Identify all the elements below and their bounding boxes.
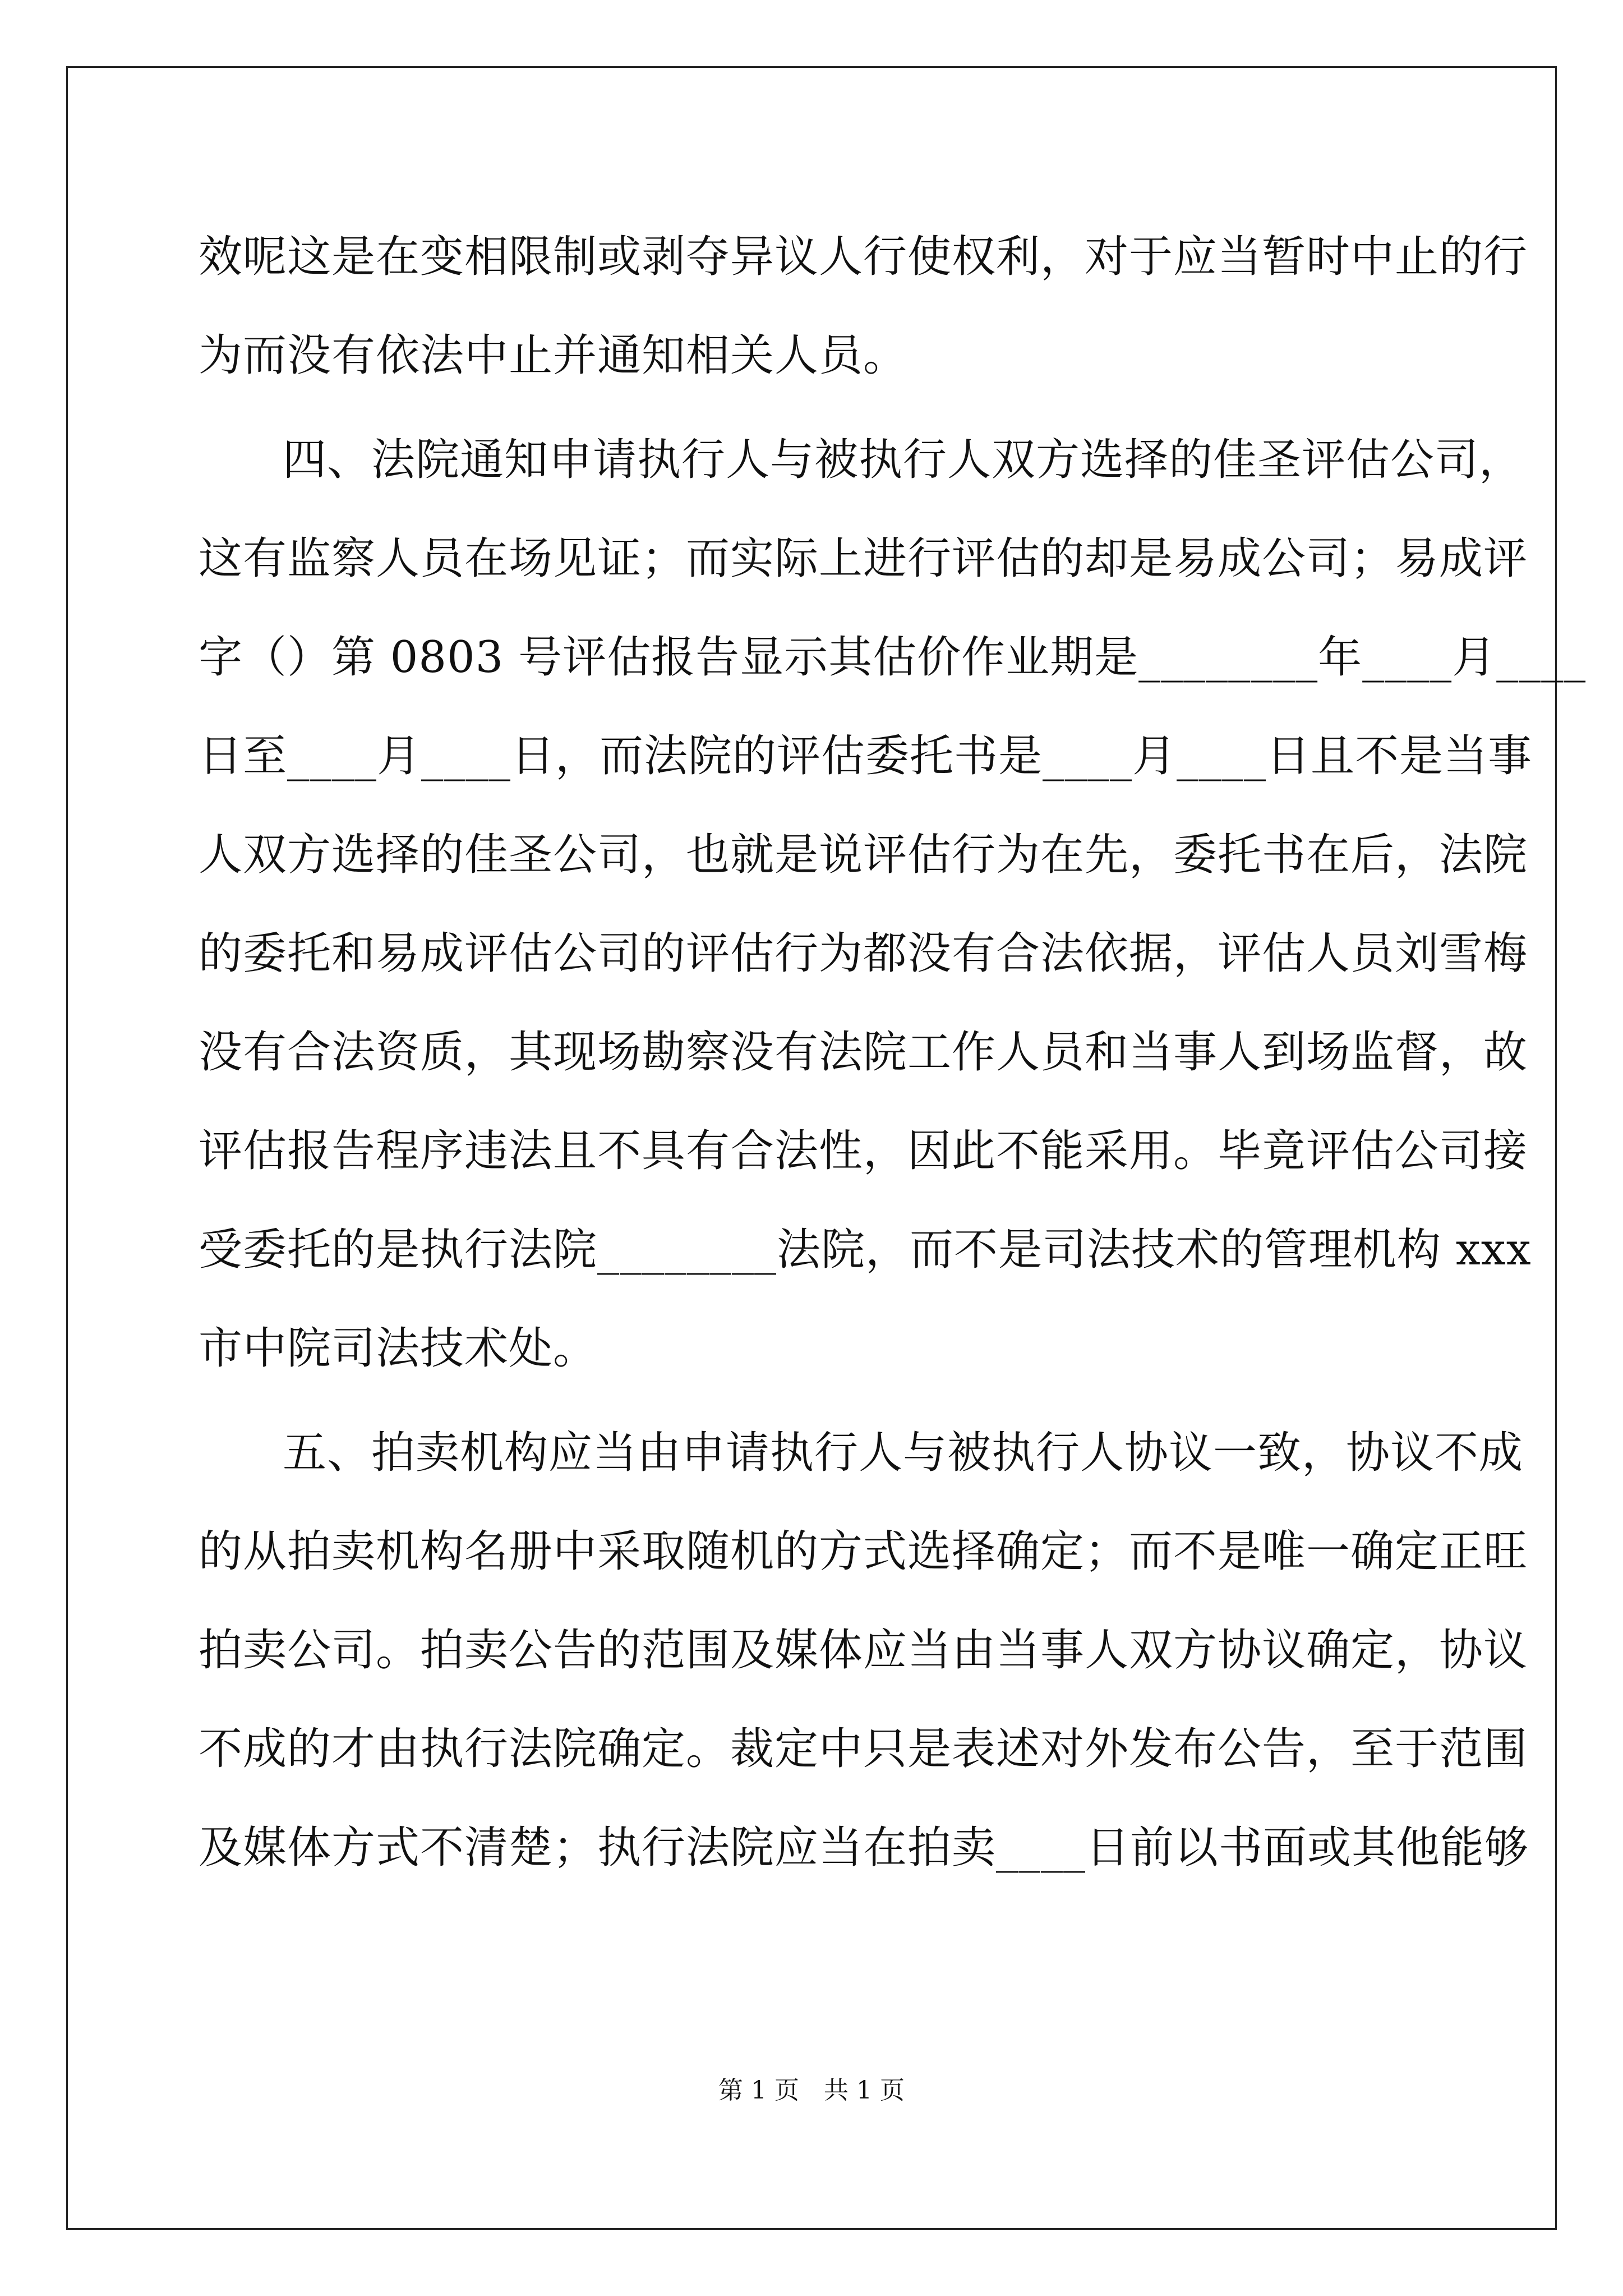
text-line: 效呢这是在变相限制或剥夺异议人行使权利，对于应当暂时中止的行 bbox=[199, 232, 1528, 282]
text-line: 没有合法资质，其现场勘察没有法院工作人员和当事人到场监督，故 bbox=[199, 1027, 1528, 1078]
text-line: 日至____月____日，而法院的评估委托书是____月____日且不是当事 bbox=[199, 731, 1533, 781]
text-line: 拍卖公司。拍卖公告的范围及媒体应当由当事人双方协议确定，协议 bbox=[199, 1625, 1528, 1676]
text-line: 为而没有依法中止并通知相关人员。 bbox=[199, 330, 908, 381]
text-line: 不成的才由执行法院确定。裁定中只是表述对外发布公告，至于范围 bbox=[199, 1724, 1528, 1774]
text-line: 这有监察人员在场见证；而实际上进行评估的却是易成公司；易成评 bbox=[199, 533, 1528, 584]
text-line: 的委托和易成评估公司的评估行为都没有合法依据，评估人员刘雪梅 bbox=[199, 928, 1528, 979]
text-line: 市中院司法技术处。 bbox=[199, 1323, 598, 1374]
paragraph-five-start: 五、拍卖机构应当由申请执行人与被执行人协议一致，协议不成 bbox=[283, 1428, 1524, 1478]
text-line: 及媒体方式不清楚；执行法院应当在拍卖____日前以书面或其他能够 bbox=[199, 1823, 1529, 1873]
text-line: 的从拍卖机构名册中采取随机的方式选择确定；而不是唯一确定正旺 bbox=[199, 1526, 1528, 1577]
page-number-footer: 第 1 页 共 1 页 bbox=[718, 2076, 905, 2105]
text-line: 字（）第 0803 号评估报告显示其估价作业期是________年____月____ bbox=[199, 632, 1587, 683]
text-line: 人双方选择的佳圣公司，也就是说评估行为在先，委托书在后，法院 bbox=[199, 830, 1528, 880]
document-body bbox=[199, 208, 1587, 1897]
text-line: 受委托的是执行法院________法院，而不是司法技术的管理机构 xxx bbox=[199, 1225, 1532, 1275]
paragraph-four-start: 四、法院通知申请执行人与被执行人双方选择的佳圣评估公司， bbox=[283, 435, 1524, 485]
text-line: 评估报告程序违法且不具有合法性，因此不能采用。毕竟评估公司接 bbox=[199, 1126, 1528, 1176]
